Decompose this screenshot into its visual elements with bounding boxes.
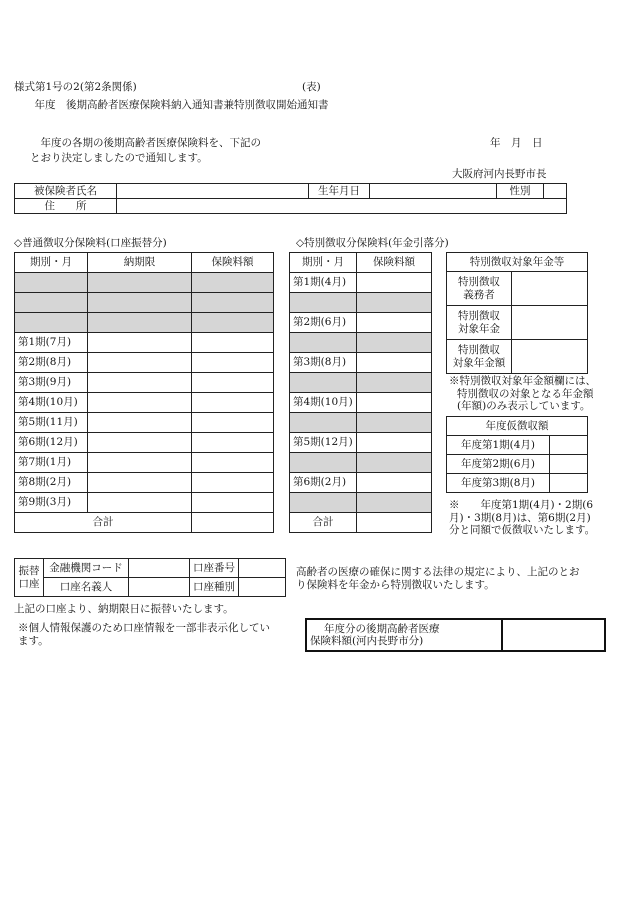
sex-label: 性別	[497, 184, 544, 199]
table-row	[290, 413, 432, 433]
table-row	[290, 313, 432, 333]
table-row	[15, 373, 274, 393]
provisional-table	[446, 416, 588, 493]
ordinary-period: 第2期(8月)	[15, 353, 88, 373]
ordinary-col-period: 期別・月	[15, 253, 88, 273]
special-period: 第5期(12月)	[290, 433, 357, 453]
notice-line-1: 年度の各期の後期高齢者医療保険料を、下記の	[30, 137, 261, 149]
summary-table	[305, 618, 606, 652]
special-heading: ◇特別徴収分保険料(年金引落分)	[296, 237, 449, 249]
table-row	[447, 455, 588, 474]
provisional-row-label: 年度第1期(4月)	[447, 436, 550, 455]
page-title: 年度 後期高齢者医療保険料納入通知書兼特別徴収開始通知書	[24, 99, 329, 111]
table-row	[15, 453, 274, 473]
table-row	[447, 436, 588, 455]
table-row	[290, 373, 432, 393]
table-row	[290, 453, 432, 473]
ordinary-period: 第7期(1月)	[15, 453, 88, 473]
ordinary-period: 第4期(10月)	[15, 393, 88, 413]
special-table	[289, 252, 432, 533]
ordinary-period: 第1期(7月)	[15, 333, 88, 353]
bank-side-label: 振替 口座	[15, 559, 44, 597]
ordinary-period: 第6期(12月)	[15, 433, 88, 453]
ordinary-total-label: 合計	[15, 513, 192, 533]
holder-label: 口座名義人	[44, 578, 129, 597]
table-row	[15, 273, 274, 293]
table-row	[15, 353, 274, 373]
special-total-label: 合計	[290, 513, 357, 533]
form-side: (表)	[302, 81, 321, 93]
table-row	[290, 293, 432, 313]
special-period: 第4期(10月)	[290, 393, 357, 413]
pension-heading: 特別徴収対象年金等	[447, 253, 588, 272]
table-row	[290, 333, 432, 353]
address-value	[117, 199, 567, 214]
ordinary-period: 第3期(9月)	[15, 373, 88, 393]
table-row	[290, 433, 432, 453]
name-value	[117, 184, 309, 199]
bank-code-label: 金融機関コード	[44, 559, 129, 578]
table-row	[290, 273, 432, 293]
special-period: 第2期(6月)	[290, 313, 357, 333]
special-period: 第1期(4月)	[290, 273, 357, 293]
table-row	[290, 473, 432, 493]
table-row	[290, 493, 432, 513]
form-id: 様式第1号の2(第2条関係)	[14, 81, 137, 93]
table-row	[15, 513, 274, 533]
table-row	[15, 293, 274, 313]
insured-table	[14, 183, 567, 214]
ordinary-col-due: 納期限	[88, 253, 192, 273]
ordinary-period: 第9期(3月)	[15, 493, 88, 513]
ordinary-period: 第8期(2月)	[15, 473, 88, 493]
table-row	[447, 474, 588, 493]
table-row	[15, 333, 274, 353]
provisional-row-label: 年度第2期(6月)	[447, 455, 550, 474]
special-period: 第6期(2月)	[290, 473, 357, 493]
birth-label: 生年月日	[309, 184, 370, 199]
table-row	[290, 513, 432, 533]
privacy-note: ※個人情報保護のため口座情報を一部非表示化してい ます。	[18, 622, 270, 647]
special-period: 第3期(8月)	[290, 353, 357, 373]
table-row	[15, 493, 274, 513]
table-row	[15, 413, 274, 433]
table-row	[290, 393, 432, 413]
ordinary-heading: ◇普通徴収分保険料(口座振替分)	[14, 237, 167, 249]
provisional-row-label: 年度第3期(8月)	[447, 474, 550, 493]
ordinary-table	[14, 252, 274, 533]
provisional-heading: 年度仮徴収額	[447, 417, 588, 436]
law-note: 高齢者の医療の確保に関する法律の規定により、上記のとお り保険料を年金から特別徴収いたします。	[296, 566, 580, 591]
notice-line-2: とおり決定しましたので通知します。	[30, 152, 208, 164]
ordinary-col-amount: 保険料額	[192, 253, 274, 273]
ordinary-period: 第5期(11月)	[15, 413, 88, 433]
summary-value	[502, 619, 605, 651]
address-label: 住 所	[15, 199, 117, 214]
transfer-note: 上記の口座より、納期限日に振替いたします。	[14, 603, 234, 615]
issuer: 大阪府河内長野市長	[452, 168, 547, 180]
bank-table	[14, 558, 286, 597]
summary-label: 年度分の後期高齢者医療 保険料額(河内長野市分)	[306, 619, 502, 651]
table-row	[15, 473, 274, 493]
pension-table	[446, 252, 588, 374]
table-row	[290, 353, 432, 373]
special-col-period: 期別・月	[290, 253, 357, 273]
pension-row-label: 特別徴収 対象年金額	[447, 340, 512, 374]
issue-date: 年 月 日	[490, 137, 543, 149]
pension-row-label: 特別徴収 義務者	[447, 272, 512, 306]
table-row	[15, 393, 274, 413]
acct-no-label: 口座番号	[190, 559, 239, 578]
provisional-note: ※ 年度第1期(4月)・2期(6 月)・3期(8月)は、第6期(2月) 分と同額で仮徴収いたします。	[449, 499, 596, 537]
acct-type-label: 口座種別	[190, 578, 239, 597]
pension-note: ※特別徴収対象年金額欄には、 特別徴収の対象となる年金額 (年額)のみ表示しています。	[449, 375, 596, 413]
table-row	[15, 313, 274, 333]
name-label: 被保険者氏名	[15, 184, 117, 199]
pension-row-label: 特別徴収 対象年金	[447, 306, 512, 340]
table-row	[15, 433, 274, 453]
sex-value	[544, 184, 567, 199]
birth-value	[370, 184, 497, 199]
special-col-amount: 保険料額	[357, 253, 432, 273]
